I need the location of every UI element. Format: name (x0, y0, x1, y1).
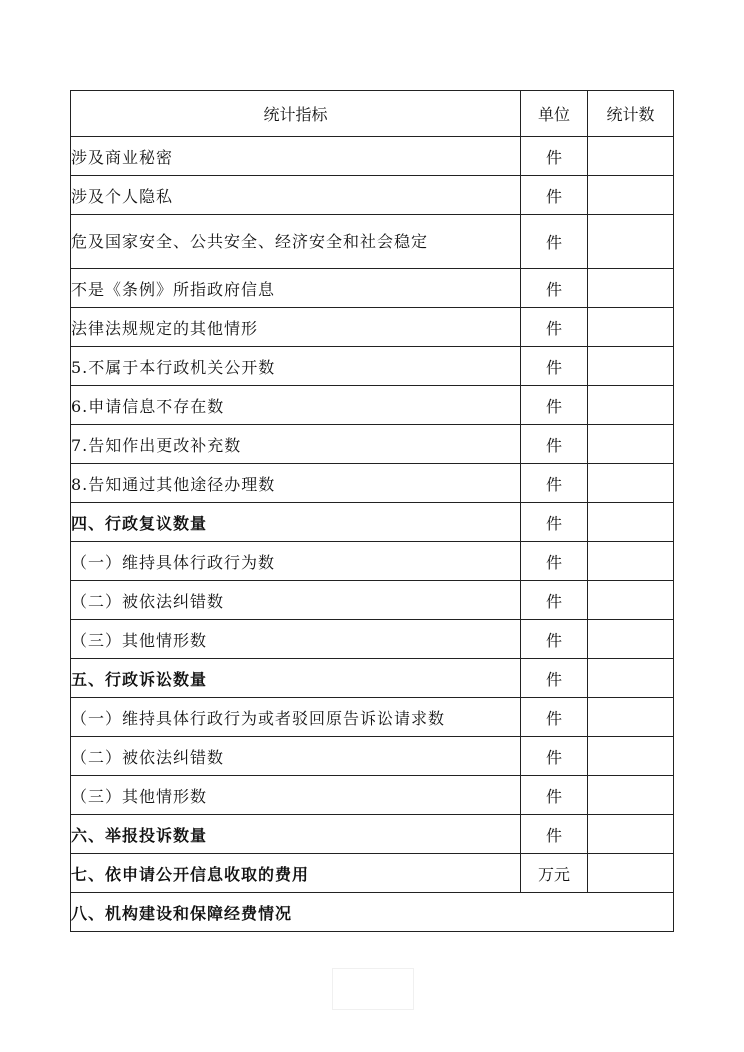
row-unit: 万元 (521, 854, 588, 893)
table-row (71, 347, 674, 386)
row-unit: 件 (521, 698, 588, 737)
row-label: 5.不属于本行政机关公开数 (71, 347, 521, 386)
section-heading: 六、举报投诉数量 (71, 815, 521, 854)
row-label: 6.申请信息不存在数 (71, 386, 521, 425)
table-row (71, 659, 674, 698)
row-count-cell (588, 698, 674, 737)
page-footer-box (332, 968, 414, 1010)
row-label: 涉及个人隐私 (71, 176, 521, 215)
row-count-cell (588, 347, 674, 386)
row-count-cell (588, 659, 674, 698)
row-unit: 件 (521, 386, 588, 425)
table-row (71, 620, 674, 659)
table-row (71, 893, 674, 932)
row-unit: 件 (521, 347, 588, 386)
row-unit: 件 (521, 137, 588, 176)
row-label: 不是《条例》所指政府信息 (71, 269, 521, 308)
row-count-cell (588, 581, 674, 620)
table-row (71, 215, 674, 269)
row-label: 8.告知通过其他途径办理数 (71, 464, 521, 503)
row-unit: 件 (521, 581, 588, 620)
table-row (71, 503, 674, 542)
row-unit: 件 (521, 425, 588, 464)
row-count-cell (588, 776, 674, 815)
statistics-table (70, 90, 674, 932)
row-count-cell (588, 854, 674, 893)
table-row (71, 425, 674, 464)
row-unit: 件 (521, 269, 588, 308)
row-count-cell (588, 215, 674, 269)
row-count-cell (588, 269, 674, 308)
row-count-cell (588, 464, 674, 503)
table-row (71, 176, 674, 215)
table-row (71, 776, 674, 815)
table-row (71, 386, 674, 425)
row-unit: 件 (521, 776, 588, 815)
row-unit: 件 (521, 737, 588, 776)
section-heading: 四、行政复议数量 (71, 503, 521, 542)
table-row (71, 464, 674, 503)
row-count-cell (588, 620, 674, 659)
header-count: 统计数 (588, 91, 674, 137)
table-row (71, 269, 674, 308)
row-unit: 件 (521, 542, 588, 581)
table-row (71, 737, 674, 776)
row-unit: 件 (521, 503, 588, 542)
row-unit: 件 (521, 176, 588, 215)
row-label: （三）其他情形数 (71, 776, 521, 815)
row-unit: 件 (521, 659, 588, 698)
row-count-cell (588, 386, 674, 425)
row-count-cell (588, 176, 674, 215)
row-count-cell (588, 737, 674, 776)
table-row (71, 137, 674, 176)
table-row (71, 698, 674, 737)
row-unit: 件 (521, 464, 588, 503)
row-label: （二）被依法纠错数 (71, 737, 521, 776)
table-row (71, 815, 674, 854)
section-heading: 五、行政诉讼数量 (71, 659, 521, 698)
row-count-cell (588, 425, 674, 464)
table-row (71, 542, 674, 581)
row-unit: 件 (521, 215, 588, 269)
section-heading: 七、依申请公开信息收取的费用 (71, 854, 521, 893)
row-label: （二）被依法纠错数 (71, 581, 521, 620)
table-row (71, 854, 674, 893)
table-header-row (71, 91, 674, 137)
row-label: 危及国家安全、公共安全、经济安全和社会稳定 (71, 215, 521, 269)
row-unit: 件 (521, 620, 588, 659)
table-row (71, 308, 674, 347)
row-count-cell (588, 815, 674, 854)
row-label: 涉及商业秘密 (71, 137, 521, 176)
row-label: （一）维持具体行政行为或者驳回原告诉讼请求数 (71, 698, 521, 737)
row-count-cell (588, 542, 674, 581)
section-heading: 八、机构建设和保障经费情况 (71, 893, 674, 932)
row-label: （三）其他情形数 (71, 620, 521, 659)
row-label: 7.告知作出更改补充数 (71, 425, 521, 464)
row-count-cell (588, 308, 674, 347)
header-unit: 单位 (521, 91, 588, 137)
row-unit: 件 (521, 308, 588, 347)
row-count-cell (588, 503, 674, 542)
row-label: （一）维持具体行政行为数 (71, 542, 521, 581)
row-unit: 件 (521, 815, 588, 854)
header-indicator: 统计指标 (71, 91, 521, 137)
row-count-cell (588, 137, 674, 176)
table-row (71, 581, 674, 620)
row-label: 法律法规规定的其他情形 (71, 308, 521, 347)
